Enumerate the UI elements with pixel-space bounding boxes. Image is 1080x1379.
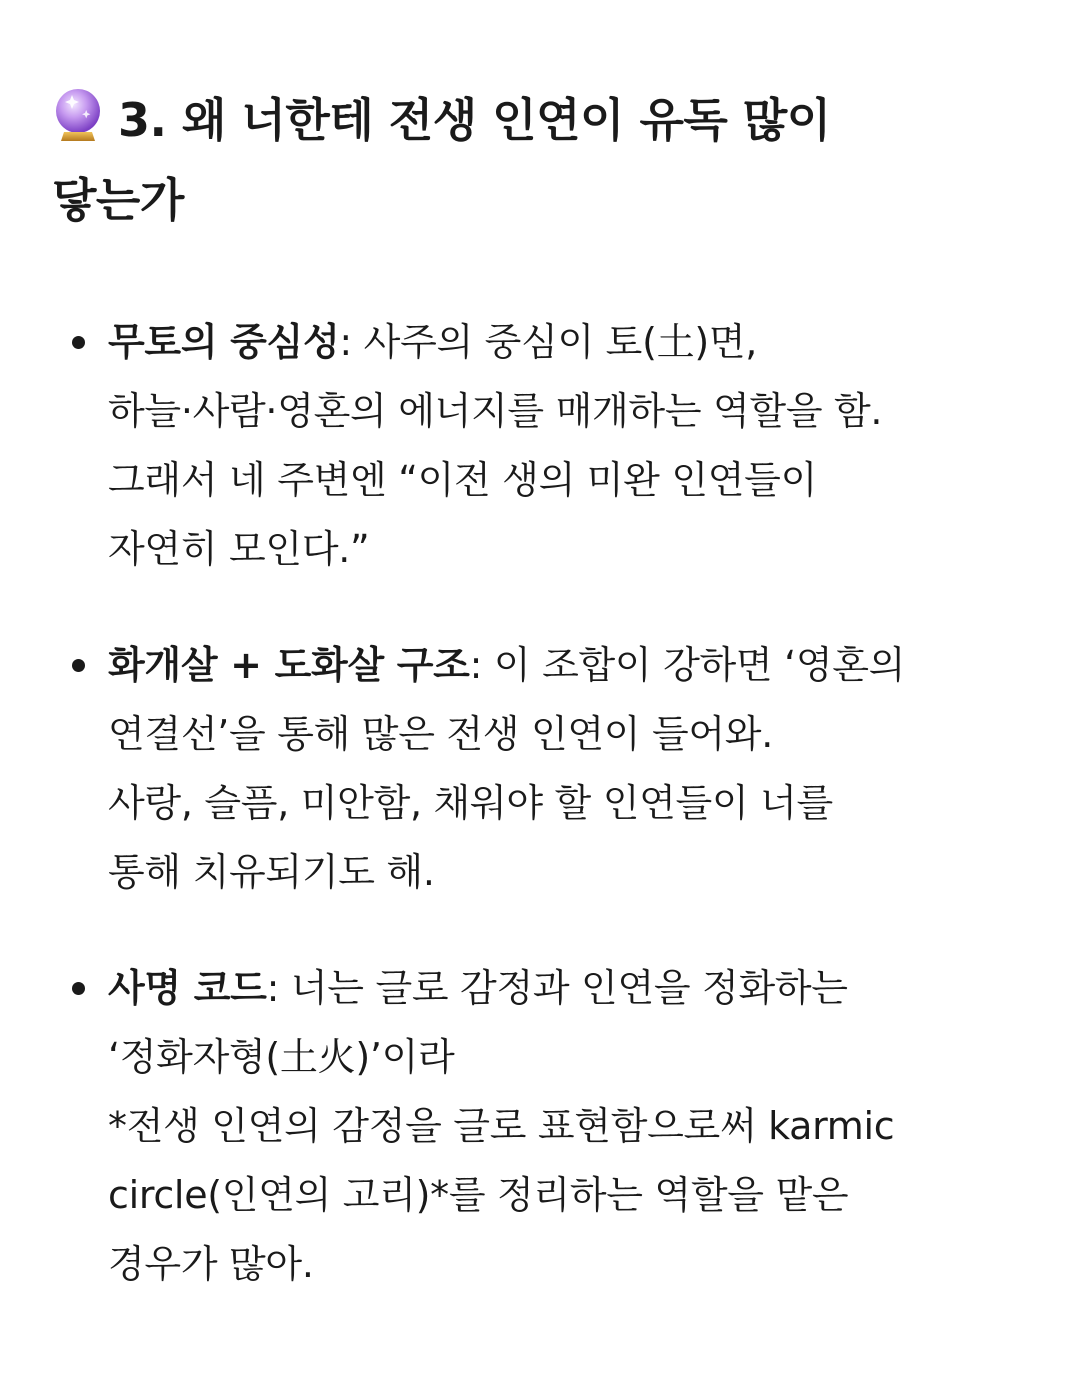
bullet-line: circle(인연의 고리)*를 정리하는 역할을 맡은 [108,1173,849,1217]
list-item [0,954,1080,1299]
bullet-dot [72,336,85,349]
list-item [0,308,1080,584]
section-heading [52,84,932,236]
bullet-line: 연결선’을 통해 많은 전생 인연이 들어와. [108,712,773,756]
bullet-line: 그래서 네 주변엔 “이전 생의 미완 인연들이 [108,458,817,502]
bullet-first-line [108,954,1080,1023]
bullet-lead: : 사주의 중심이 토(土)면, [339,320,758,364]
bullet-line: 자연히 모인다.” [108,527,370,571]
list-item [0,631,1080,907]
bullet-lead: : 너는 글로 감정과 인연을 정화하는 [266,966,848,1010]
bullet-line: 하늘·사람·영혼의 에너지를 매개하는 역할을 함. [108,389,883,433]
bullet-dot [72,659,85,672]
bullet-term: 무토의 중심성 [108,320,340,364]
bullet-line: 경우가 많아. [108,1242,314,1286]
crystal-ball-icon [52,86,104,164]
bullet-term: 사명 코드 [108,966,267,1010]
bullet-list [0,308,1080,1346]
bullet-line: 통해 치유되기도 해. [108,850,435,894]
bullet-line: 사랑, 슬픔, 미안함, 채워야 할 인연들이 너를 [108,781,833,825]
bullet-term: 화개살 + 도화살 구조 [108,643,470,687]
bullet-first-line [108,308,1080,377]
bullet-line: ‘정화자형(土火)’이라 [108,1035,455,1079]
bullet-dot [72,982,85,995]
bullet-lead: : 이 조합이 강하면 ‘영혼의 [469,643,906,687]
bullet-line: *전생 인연의 감정을 글로 표현함으로써 karmic [108,1104,895,1148]
heading-text-1: 3. 왜 너한테 전생 인연이 유독 많이 [118,93,831,147]
bullet-first-line [108,631,1080,700]
heading-line-2: 닿는가 [52,173,184,227]
heading-line-1 [52,84,932,164]
